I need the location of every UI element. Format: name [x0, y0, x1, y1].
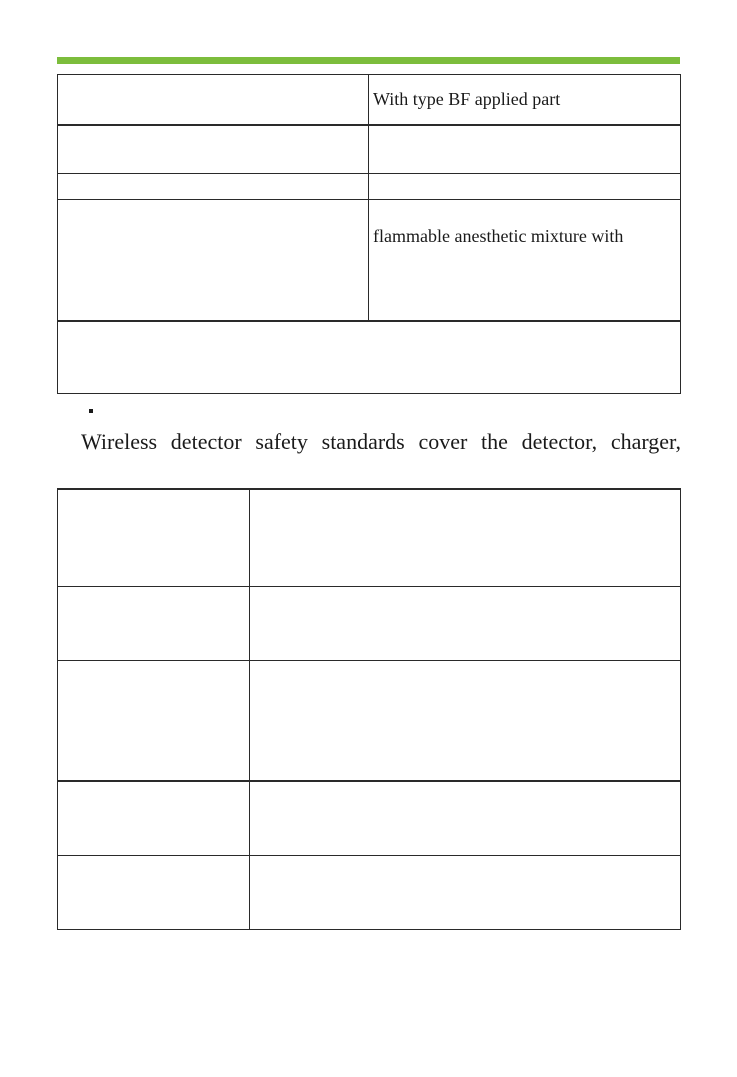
row-label	[58, 125, 369, 174]
table-row	[58, 855, 681, 929]
table-row	[58, 321, 681, 394]
safety-standards-paragraph: Wireless detector safety standards cover the detector, charger,	[81, 429, 681, 454]
table-row	[58, 174, 681, 200]
row-label	[58, 174, 369, 200]
safety-standards-table	[57, 488, 681, 930]
row-label	[58, 200, 369, 321]
applied-part-value: With type BF applied part	[369, 75, 681, 125]
table-row	[58, 200, 681, 321]
standard-item	[58, 781, 250, 855]
full-width-note	[58, 321, 681, 394]
row-label	[58, 75, 369, 125]
standard-item	[58, 855, 250, 929]
standard-name	[250, 660, 681, 781]
table-row	[58, 586, 681, 660]
standard-name	[250, 489, 681, 586]
standard-name	[250, 586, 681, 660]
small-square-bullet-icon	[89, 409, 93, 413]
table-row	[58, 489, 681, 586]
standard-name	[250, 855, 681, 929]
standard-item	[58, 660, 250, 781]
header-accent-bar	[57, 57, 680, 64]
standard-item	[58, 586, 250, 660]
row-value	[369, 125, 681, 174]
row-value	[369, 174, 681, 200]
table-row	[58, 781, 681, 855]
standard-name	[250, 781, 681, 855]
classification-table	[57, 74, 681, 394]
table-row	[58, 125, 681, 174]
anesthetic-mixture-value: flammable anesthetic mixture with	[369, 200, 681, 321]
table-row	[58, 75, 681, 125]
table-row	[58, 660, 681, 781]
standard-item	[58, 489, 250, 586]
